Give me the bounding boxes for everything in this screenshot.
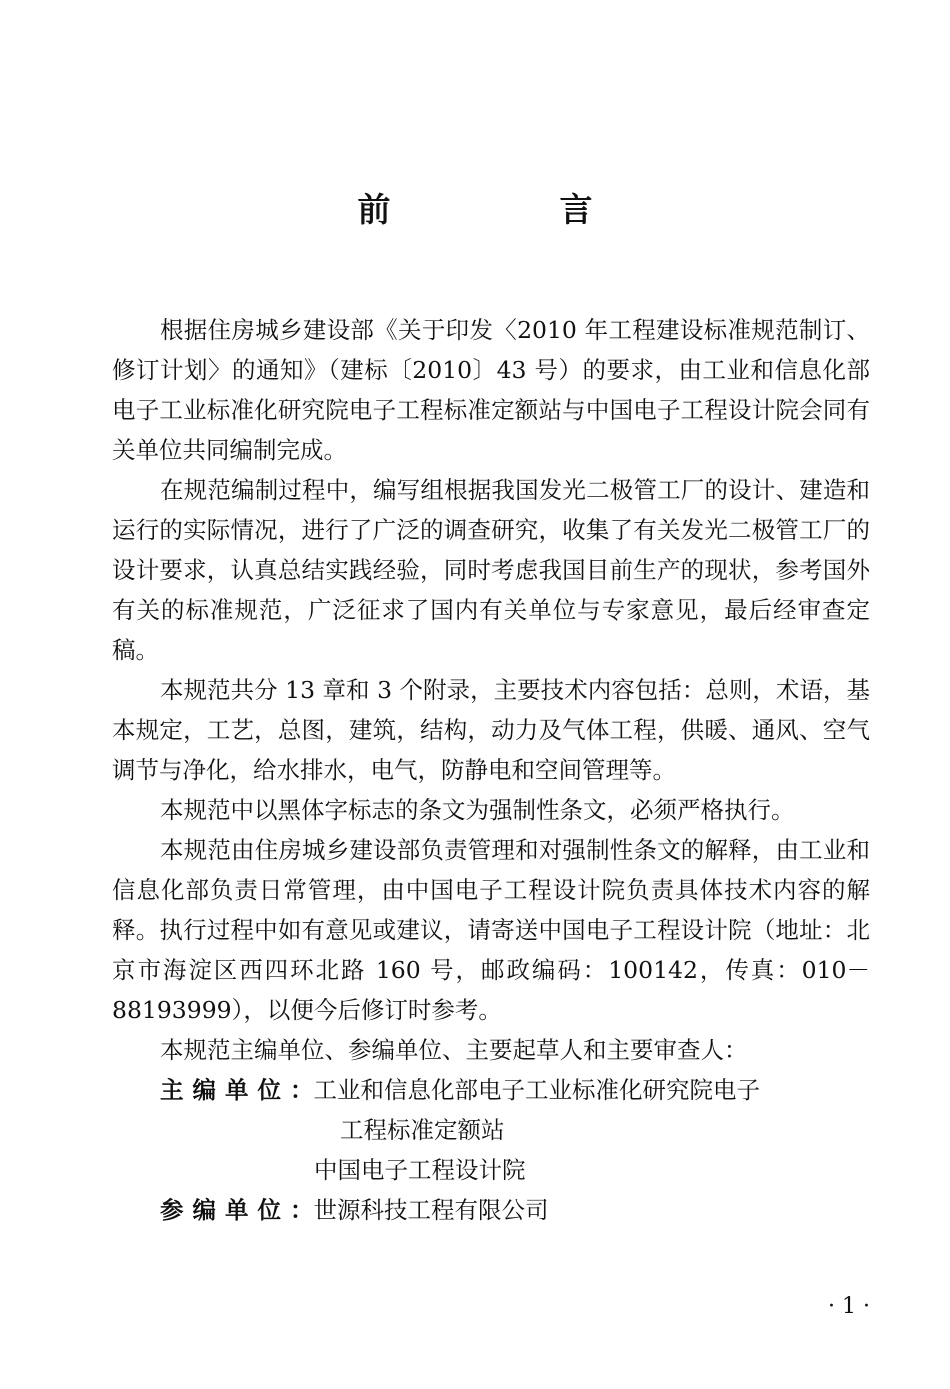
paragraph-contents: 本规范共分 13 章和 3 个附录，主要技术内容包括：总则，术语，基本规定，工艺，总图，建筑，结构，动力及气体工程，供暖、通风、空气调节与净化，给水排水，电气，防静电和空间管理等。: [112, 676, 870, 784]
page-number: · 1 ·: [828, 1294, 870, 1319]
paragraph-management: 本规范由住房城乡建设部负责管理和对强制性条文的解释，由工业和信息化部负责日常管理，由中国电子工程设计院负责具体技术内容的解释。执行过程中如有意见或建议，请寄送中国电子工程设计院（地址：北京市海淀区西四环北路 160 号，邮政编码：100142，传真：010－88193999），以便今后修订时参考。: [112, 836, 870, 1024]
preface-body: [112, 310, 870, 1230]
participating-unit-1: 世源科技工程有限公司: [313, 1196, 549, 1224]
chief-editor-unit-1: 工业和信息化部电子工业标准化研究院电子: [313, 1076, 760, 1104]
units-intro: 本规范主编单位、参编单位、主要起草人和主要审查人：: [160, 1036, 748, 1064]
page-title: 前 言: [357, 190, 661, 229]
chief-editor-label: 主编单位: [160, 1076, 290, 1104]
chief-editor-unit-1-cont: 工程标准定额站: [340, 1116, 505, 1144]
paragraph-basis: 根据住房城乡建设部《关于印发〈2010 年工程建设标准规范制订、修订计划〉的通知》（建标〔2010〕43 号）的要求，由工业和信息化部电子工业标准化研究院电子工程标准定额站与中国电子工程设计院会同有关单位共同编制完成。: [112, 316, 870, 464]
paragraph-mandatory: 本规范中以黑体字标志的条文为强制性条文，必须严格执行。: [160, 796, 795, 824]
participating-colon: ：: [290, 1196, 314, 1224]
chief-editor-colon: ：: [290, 1076, 314, 1104]
chief-editor-row: [112, 1070, 870, 1110]
participating-row: [112, 1190, 870, 1230]
chief-editor-unit-2: 中国电子工程设计院: [314, 1156, 526, 1184]
participating-label: 参编单位: [160, 1196, 290, 1224]
paragraph-process: 在规范编制过程中，编写组根据我国发光二极管工厂的设计、建造和运行的实际情况，进行了广泛的调查研究，收集了有关发光二极管工厂的设计要求，认真总结实践经验，同时考虑我国目前生产的现状，参考国外有关的标准规范，广泛征求了国内有关单位与专家意见，最后经审查定稿。: [112, 476, 870, 664]
